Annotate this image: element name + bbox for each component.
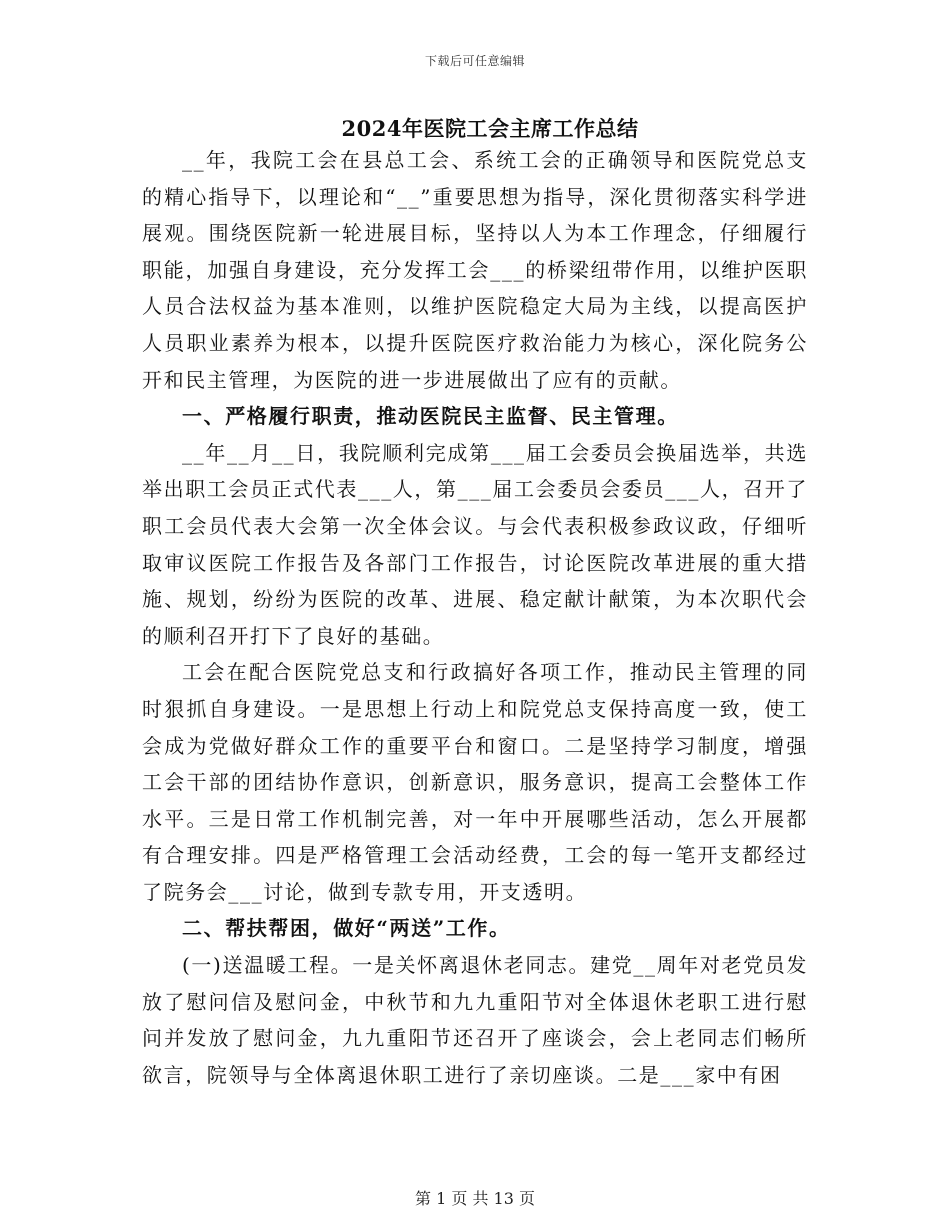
paragraph-election: __年__月__日，我院顺利完成第___届工会委员会换届选举，共选举出职工会员正式代表___人，第___届工会委员会委员___人，召开了职工会员代表大会第一次全体会议。与会代表积极参政议政，仔细听取审议医院工作报告及各部门工作报告，讨论医院改革进展的重大措施、规划，纷纷为医院的改革、进展、稳定献计献策，为本次职代会的顺利召开打下了良好的基础。 [142,440,808,648]
paragraph-self-building: 工会在配合医院党总支和行政搞好各项工作，推动民主管理的同时狠抓自身建设。一是思想上行动上和院党总支保持高度一致，使工会成为党做好群众工作的重要平台和窗口。二是坚持学习制度，增强工会干部的团结协作意识，创新意识，服务意识，提高工会整体工作水平。三是日常工作机制完善，对一年中开展哪些活动，怎么开展都有合理安排。四是严格管理工会活动经费，工会的每一笔开支都经过了院务会___讨论，做到专款专用，开支透明。 [142,660,808,904]
page-header-note: 下载后可任意编辑 [424,54,525,68]
section-heading-2: 二、帮扶帮困，做好“两送”工作。 [182,916,511,941]
paragraph-intro: __年，我院工会在县总工会、系统工会的正确领导和医院党总支的精心指导下，以理论和“__”重要思想为指导，深化贯彻落实科学进展观。围绕医院新一轮进展目标，坚持以人为本工作理念，仔细履行职能，加强自身建设，充分发挥工会___的桥梁纽带作用，以维护医职人员合法权益为基本准则，以维护医院稳定大局为主线，以提高医护人员职业素养为根本，以提升医院医疗救治能力为核心，深化院务公开和民主管理，为医院的进一步进展做出了应有的贡献。 [142,148,808,392]
document-title: 2024年医院工会主席工作总结 [341,116,639,141]
page-footer: 第 1 页 共 13 页 [415,1189,535,1208]
document-body [142,142,808,1093]
paragraph-warmth-project: (一)送温暖工程。一是关怀离退休老同志。建党__周年对老党员发放了慰问信及慰问金，中秋节和九九重阳节对全体退休老职工进行慰问并发放了慰问金，九九重阳节还召开了座谈会，会上老同志们畅所欲言，院领导与全体离退休职工进行了亲切座谈。二是___家中有困 [142,953,808,1087]
section-heading-1: 一、严格履行职责，推动医院民主监督、民主管理。 [182,404,679,429]
